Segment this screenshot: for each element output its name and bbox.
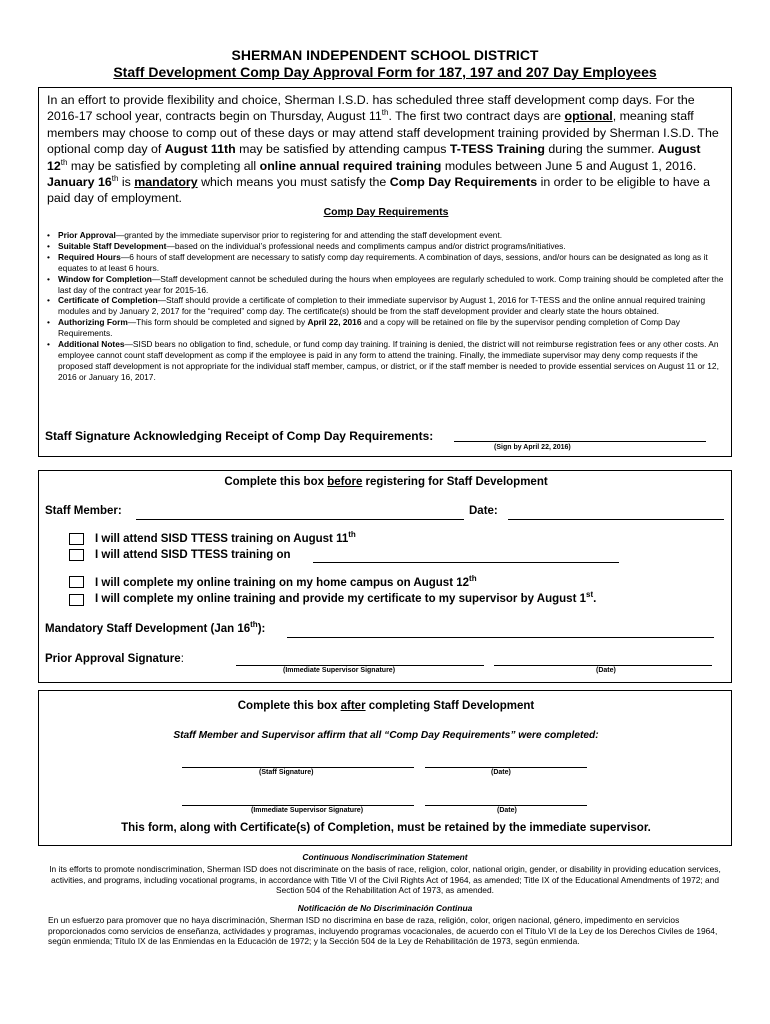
list-item: • Certificate of Completion—Staff should provide a certificate of completion to their immediate supervisor by August 1, 2016 for T-TESS and the online annual required training modules and by January 2, 2017 for the “required” comp day. The certificate(s) should be from the staff development provider and clearly state the hours obtained. <box>45 295 725 317</box>
prior-approval-date-field[interactable] <box>494 665 712 666</box>
acknowledge-note: (Sign by April 22, 2016) <box>494 444 571 451</box>
checkbox-ttess-other[interactable] <box>69 549 84 561</box>
requirements-list <box>45 230 725 383</box>
date-label: Date: <box>469 505 498 517</box>
mandatory-sd-label: Mandatory Staff Development (Jan 16th): <box>45 620 266 635</box>
acknowledge-signature-line[interactable] <box>454 441 706 442</box>
checkbox-online-aug12[interactable] <box>69 576 84 588</box>
checkbox-online-aug12-label: I will complete my online training on my home campus on August 12th <box>95 574 477 589</box>
affirm-statement: Staff Member and Supervisor affirm that all “Comp Day Requirements” were completed: <box>173 730 599 741</box>
list-item: • Required Hours—6 hours of staff development are necessary to satisfy comp day requirements. A combination of days, sessions, and/or hours can be designated as long as it equates to at least 6 hours. <box>45 252 725 274</box>
supervisor-date-field[interactable] <box>425 805 587 806</box>
after-box-heading: Complete this box after completing Staff Development <box>237 700 535 712</box>
intro-paragraph: In an effort to provide flexibility and choice, Sherman I.S.D. has scheduled three staff development comp days. For the 2016-17 school year, contracts begin on Thursday, August 11th. The first two contract days are optional, meaning staff members may choose to comp out of these days or may attend staff development training provided by Sherman I.S.D. The optional comp day of August 11th may be satisfied by attending campus T-TESS Training during the summer. August 12th may be satisfied by completing all online annual required training modules between June 5 and August 1, 2016. January 16th is mandatory which means you must satisfy the Comp Day Requirements in order to be eligible to have a paid day of employment. <box>47 93 719 206</box>
after-box <box>38 690 732 846</box>
checkbox-online-aug1[interactable] <box>69 594 84 606</box>
form-title: Staff Development Comp Day Approval Form for 187, 197 and 207 Day Employees <box>113 64 657 80</box>
requirements-box <box>38 87 732 457</box>
supervisor-date-note: (Date) <box>497 807 517 814</box>
requirements-heading: Comp Day Requirements <box>323 206 449 218</box>
staff-date-field[interactable] <box>425 767 587 768</box>
staff-signature-note: (Staff Signature) <box>259 769 314 776</box>
before-box <box>38 470 732 683</box>
retain-notice: This form, along with Certificate(s) of Completion, must be retained by the immediate supervisor. <box>121 822 651 834</box>
immediate-supervisor-note: (Immediate Supervisor Signature) <box>283 667 396 674</box>
list-item: • Prior Approval—granted by the immediate supervisor prior to registering for and attending the staff development event. <box>45 230 725 241</box>
supervisor-signature-field[interactable] <box>182 805 414 806</box>
acknowledge-label: Staff Signature Acknowledging Receipt of Comp Day Requirements: <box>45 429 434 443</box>
nondiscrimination-title-en: Continuous Nondiscrimination Statement <box>302 852 468 862</box>
supervisor-signature-note: (Immediate Supervisor Signature) <box>251 807 364 814</box>
checkbox-ttess-aug11-label: I will attend SISD TTESS training on August 11th <box>95 530 356 545</box>
list-item: • Additional Notes—SISD bears no obligation to find, schedule, or fund comp day training. If training is denied, the district will not reimburse registration fees or any other costs. An employee cannot count staff development as comp if the employee is paid in any form to attend the training. Finally, the immediate supervisor may deny comp requests if the proposed staff development is not appropriate for the individual staff member, campus, or district, or if the staff member is needed to provide essential services on August 11 or 12, 2016 or January 16, 2017. <box>45 339 725 383</box>
list-item: • Window for Completion—Staff development cannot be scheduled during the hours when employees are regularly scheduled to work. Comp training should be completed after the last day of the contract year for 2015-16. <box>45 274 725 296</box>
date-field[interactable] <box>508 519 724 520</box>
mandatory-sd-field[interactable] <box>287 637 714 638</box>
list-item: • Suitable Staff Development—based on the individual’s professional needs and compliments campus and/or district programs/initiatives. <box>45 241 725 252</box>
checkbox-online-aug1-label: I will complete my online training and provide my certificate to my supervisor by August 1st. <box>95 590 597 605</box>
nondiscrimination-title-es: Notificación de No Discriminación Continua <box>297 903 473 913</box>
nondiscrimination-text-es: En un esfuerzo para promover que no haya discriminación, Sherman ISD no discrimina en base de raza, religión, color, origen nacional, género, impedimento en servicios proporcionados como servicios de enseñanza, actividades y programas, incluyendo programas vocacionales, de acuerdo con el Título VI de la Ley de los Derechos Civiles de 1964, según enmienda; Título IX de las Enmiendas en la Educación de 1972; y la Sección 504 de la Ley de Rehabilitación de 1973, según enmienda. <box>48 915 718 947</box>
prior-approval-label: Prior Approval Signature: <box>45 653 184 665</box>
staff-signature-field[interactable] <box>182 767 414 768</box>
prior-approval-signature-field[interactable] <box>236 665 484 666</box>
staff-member-label: Staff Member: <box>45 505 122 517</box>
staff-member-field[interactable] <box>136 519 464 520</box>
checkbox-ttess-other-label: I will attend SISD TTESS training on <box>95 549 291 561</box>
ttess-date-field[interactable] <box>313 562 619 563</box>
list-item: • Authorizing Form—This form should be completed and signed by April 22, 2016 and a copy will be retained on file by the supervisor pending completion of Comp Day Requirements. <box>45 317 725 339</box>
staff-date-note: (Date) <box>491 769 511 776</box>
checkbox-ttess-aug11[interactable] <box>69 533 84 545</box>
date-note: (Date) <box>596 667 616 674</box>
before-box-heading: Complete this box before registering for Staff Development <box>224 476 548 488</box>
nondiscrimination-text-en: In its efforts to promote nondiscrimination, Sherman ISD does not discriminate on the basis of race, religion, color, national origin, gender, or disability in providing education services, activities, and programs, including vocational programs, in accordance with Title VI of the Civil Rights Act of 1964, as amended; Title IX of the Educational Amendments of 1972; and Section 504 of the Rehabilitation Act of 1973, as amended. <box>49 864 721 896</box>
district-title: SHERMAN INDEPENDENT SCHOOL DISTRICT <box>231 47 539 63</box>
